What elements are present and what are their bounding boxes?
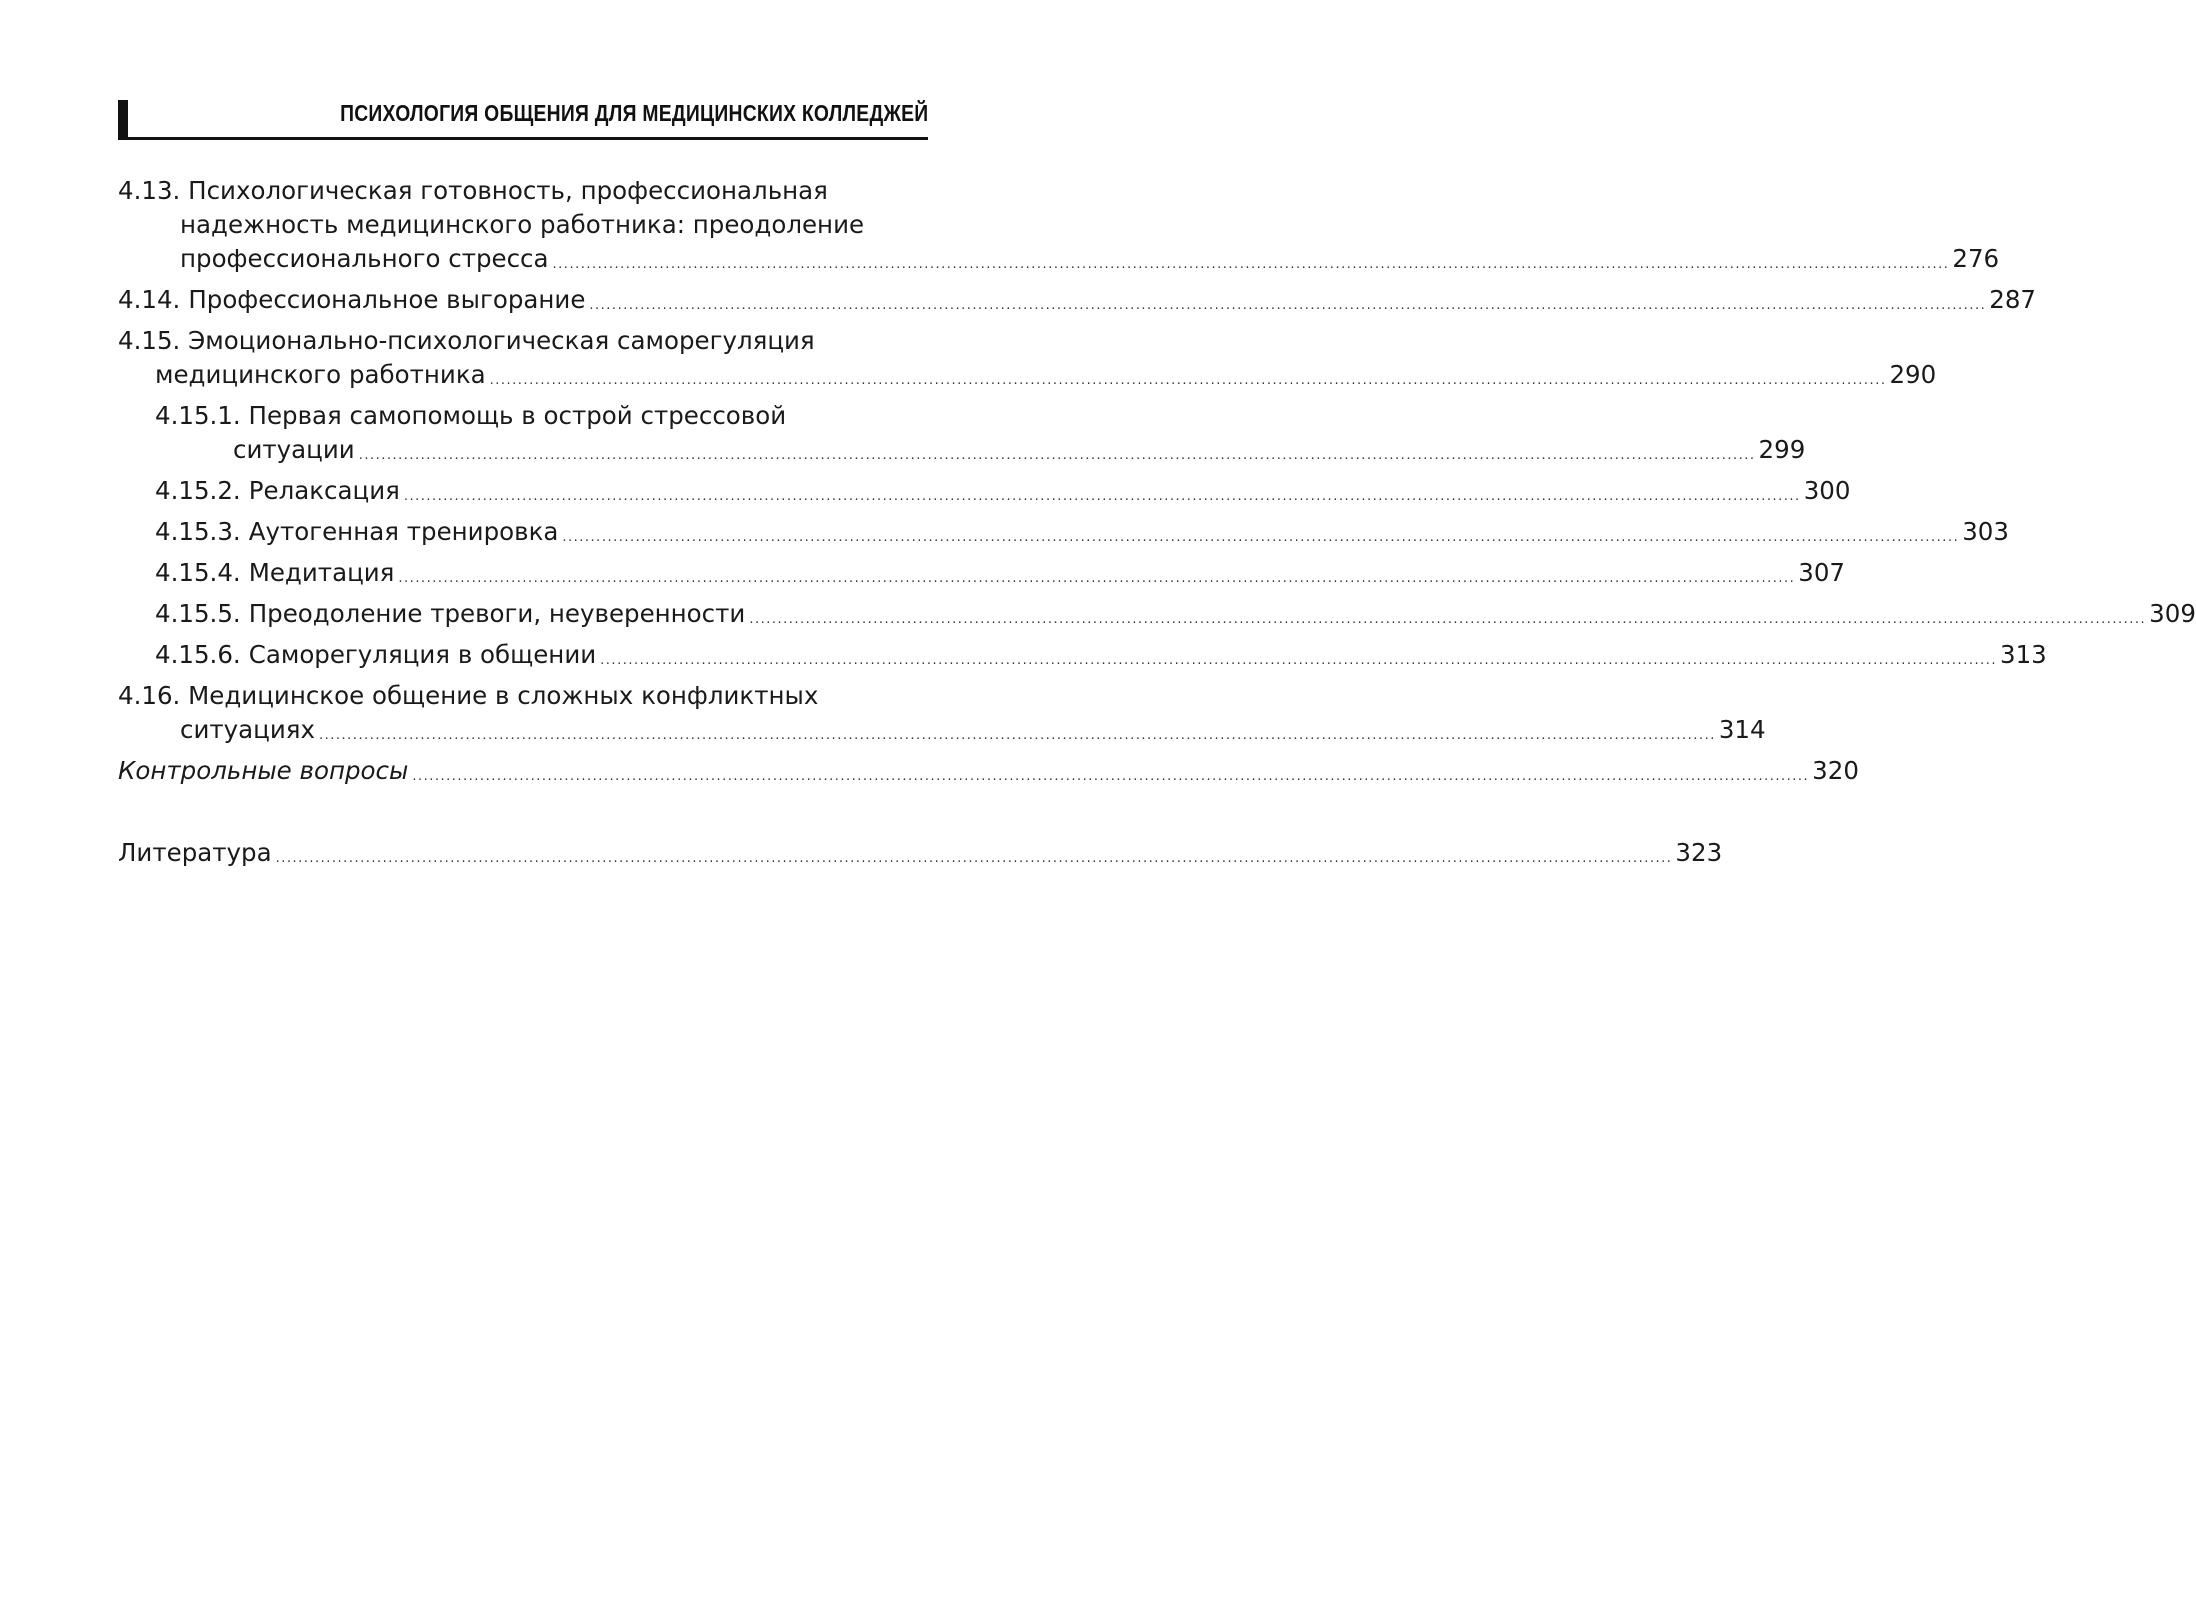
toc-line — [118, 754, 1859, 788]
section-number: 4.15.5. — [155, 599, 241, 628]
page-number: 276 — [1952, 244, 2000, 273]
page-number: 290 — [1889, 360, 1937, 389]
page-number: 314 — [1718, 715, 1766, 744]
section-title-part: Первая самопомощь в острой стрессовой — [248, 401, 787, 430]
section-title-part: ситуациях — [180, 715, 316, 744]
page-number: 313 — [2000, 640, 2047, 669]
toc-line — [118, 174, 828, 208]
toc-line — [233, 433, 1806, 467]
toc-line — [155, 515, 2009, 549]
page-number: 300 — [1803, 476, 1851, 505]
dot-leader: ........................................................................................................................................................................................................................................................ — [319, 728, 1716, 743]
dot-leader: ........................................................................................................................................................................................................................................................ — [398, 571, 1796, 586]
section-number: 4.15.2. — [155, 476, 241, 505]
toc-line — [118, 679, 818, 713]
dot-leader: ........................................................................................................................................................................................................................................................ — [275, 851, 1673, 866]
page-number: 323 — [1675, 838, 1723, 867]
section-number: 4.15. — [118, 326, 189, 355]
toc-line — [118, 283, 2036, 317]
section-title: Аутогенная тренировка — [248, 517, 559, 546]
toc-line — [155, 597, 2196, 631]
dot-leader: ........................................................................................................................................................................................................................................................ — [552, 257, 1950, 272]
toc-line — [155, 474, 1851, 508]
page-number: 287 — [1989, 285, 2036, 314]
header-title: ПСИХОЛОГИЯ ОБЩЕНИЯ ДЛЯ МЕДИЦИНСКИХ КОЛЛЕДЖЕЙ — [339, 100, 928, 126]
toc-line — [155, 399, 786, 433]
section-title: Медитация — [248, 558, 395, 587]
toc-line — [180, 208, 864, 242]
section-number: 4.15.1. — [155, 401, 249, 430]
toc-line — [118, 836, 1723, 870]
page-number: 307 — [1798, 558, 1846, 587]
toc-line — [155, 638, 2047, 672]
page-number: 309 — [2149, 599, 2196, 628]
toc-line — [155, 556, 1846, 590]
section-number: 4.14. — [118, 285, 181, 314]
section-number: 4.13. — [118, 176, 189, 205]
toc-line — [155, 358, 1937, 392]
toc-line — [180, 713, 1766, 747]
section-title-part: Психологическая готовность, профессиональная — [188, 176, 828, 205]
section-title: Контрольные вопросы — [118, 756, 409, 785]
section-title-part: профессионального стресса — [180, 244, 549, 273]
page-number: 299 — [1758, 435, 1806, 464]
dot-leader: ........................................................................................................................................................................................................................................................ — [489, 373, 1887, 388]
page-number: 320 — [1812, 756, 1859, 785]
dot-leader: ........................................................................................................................................................................................................................................................ — [562, 530, 1960, 545]
section-number: 4.15.4. — [155, 558, 241, 587]
dot-leader: ........................................................................................................................................................................................................................................................ — [600, 653, 1997, 668]
dot-leader: ........................................................................................................................................................................................................................................................ — [358, 448, 1756, 463]
dot-leader: ........................................................................................................................................................................................................................................................ — [749, 612, 2147, 627]
section-number: 4.16. — [118, 681, 189, 710]
page-number: 303 — [1962, 517, 2009, 546]
section-title: Литература — [118, 838, 272, 867]
dot-leader: ........................................................................................................................................................................................................................................................ — [589, 298, 1987, 313]
dot-leader: ........................................................................................................................................................................................................................................................ — [403, 489, 1801, 504]
section-title: Профессиональное выгорание — [188, 285, 586, 314]
section-title-part: медицинского работника — [155, 360, 486, 389]
section-title: Релаксация — [248, 476, 400, 505]
section-title: Преодоление тревоги, неуверенности — [248, 599, 746, 628]
section-number: 4.15.6. — [155, 640, 241, 669]
section-title-part: Эмоционально-психологическая саморегуляция — [188, 326, 815, 355]
section-title-part: ситуации — [233, 435, 355, 464]
section-title: Саморегуляция в общении — [248, 640, 597, 669]
section-title-part: Медицинское общение в сложных конфликтных — [188, 681, 819, 710]
toc-line — [118, 324, 815, 358]
section-number: 4.15.3. — [155, 517, 241, 546]
dot-leader: ........................................................................................................................................................................................................................................................ — [412, 769, 1810, 784]
section-title-part: надежность медицинского работника: преодоление — [180, 210, 865, 239]
toc-line — [180, 242, 2000, 276]
